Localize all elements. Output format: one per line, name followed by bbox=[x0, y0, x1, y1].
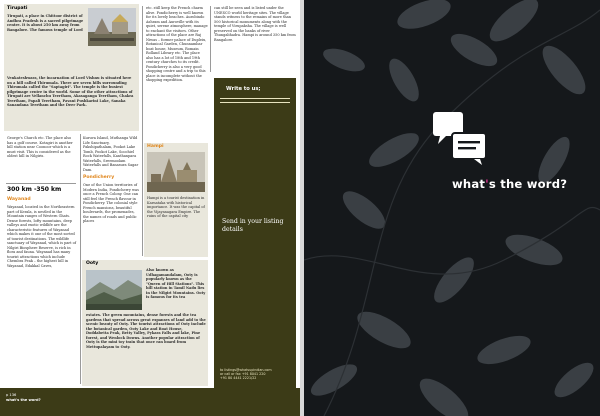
footer-bar bbox=[0, 388, 300, 416]
wayanad-heading: Wayanad bbox=[7, 197, 31, 202]
tirupati-temple-photo bbox=[88, 8, 136, 46]
ooty-lead bbox=[146, 268, 206, 303]
speech-bubbles-icon bbox=[432, 111, 488, 166]
ooty-hills-photo bbox=[86, 270, 142, 310]
column-four bbox=[214, 6, 296, 45]
contact-fax: or call or fax +91 8041 220 bbox=[220, 372, 266, 377]
column-one bbox=[7, 136, 77, 162]
pondicherry-heading: Pondicherry bbox=[83, 175, 115, 180]
pondicherry-continued-text: etc. still keep the French charm alive. Pondicherry is well known for its lovely beaches. Aurobindo Ashram and Auroville with its quiet, serene atmosphere, manage to enchant the visitors. Other attractions of the place are Raj Niwas – former palace of Dupleix, Botanical Garden, Chunnambar boat house, Museum, Romain Rolland Library etc. The place also has a lot of 18th and 19th century churches to its credit. Pondicherry is also a very good shopping centre and a trip to this place is incomplete without the shopping expedition. bbox=[146, 6, 208, 82]
ooty-continued bbox=[86, 313, 206, 352]
contact-email[interactable]: to listings@whatsupindian.com bbox=[220, 368, 272, 372]
tirupati-column bbox=[7, 6, 85, 35]
section-rule bbox=[6, 183, 76, 184]
ooty-heading: Ooty bbox=[86, 261, 99, 266]
hampi-text: Hampi is a tourist destination in Karnataka with historical importance. It was the capital of the Vijayanagara Empire. The ruins of the capital city bbox=[147, 196, 205, 218]
tirupati-lead-text: Tirupati, a place in Chittoor district of Andhra Pradesh is a sacred pilgrimage centre. It is about 250 km away from Bangalore. The famous temple of Lord bbox=[7, 14, 84, 32]
leaf-sprig-ornament bbox=[304, 0, 600, 416]
ooty-intro-text: George's Church etc. The place also has a golf course. Kotagiri is another hill station near Coonoor which is a must visit. This is considered as the oldest hill in Nilgiris. bbox=[7, 136, 73, 158]
column-rule bbox=[142, 6, 143, 256]
send-listing-text: Send in your listing details bbox=[222, 218, 284, 233]
write-to-us-sidebar bbox=[214, 78, 296, 393]
column-rule bbox=[210, 6, 211, 72]
page-number: p 136 bbox=[6, 393, 17, 397]
brand-word-rest: s the word? bbox=[488, 177, 568, 191]
column-rule bbox=[80, 134, 81, 384]
hampi-heading: Hampi bbox=[147, 144, 164, 149]
magazine-name: what's the word? bbox=[6, 397, 41, 402]
ooty-lead-text: Also known as Udhagamandalam, Ooty is popularly known as the "Queen of Hill Stations". This hill station in Tamil Nadu lies in the Nilgiri Mountains. Ooty is famous for its tea bbox=[146, 268, 206, 299]
brand-apostrophe: ' bbox=[485, 177, 489, 191]
sidebar-rule bbox=[220, 98, 290, 99]
contact-phone: +91 80 4441 2221/22 bbox=[220, 376, 257, 381]
right-page-cover bbox=[304, 0, 600, 416]
column-three bbox=[146, 6, 208, 86]
ooty-continued-text: estates. The green mountains, dense forests and the tea gardens that spread across great expanses of land add to the scenic beauty of Ooty. The tourist attractions of Ooty include the botanical garden, Ooty Lake and Boat House, Doddabetta Peak, Betty Valley, Pykara Falls and lake, Pine forest, and Wenlock Downs. Another popular attraction of Ooty is the mini toy train that once ran board from Mettupalayam to Ooty. bbox=[86, 313, 206, 349]
tirupati-continued bbox=[7, 76, 137, 111]
distance-heading: 300 km -350 km bbox=[7, 186, 62, 193]
hampi-ruins-photo bbox=[147, 152, 205, 192]
write-to-us-title: Write to us; bbox=[226, 86, 261, 92]
hampi-text-block bbox=[147, 196, 207, 222]
brand-word-what: what bbox=[452, 177, 486, 191]
kurumba-text: Kuruva Island, Muthanga Wild Life Sanctuary, Pakshipathalam, Pookot Lake Tomb, Pookot Lake, Soochiel Rock Waterfalls, Kanthanpara Waterfalls, Sreemoolam Waterfalls and Banasura Sagar Dam. bbox=[83, 136, 139, 172]
sidebar-rule bbox=[220, 102, 290, 103]
brand-wordmark bbox=[452, 177, 567, 191]
contact-details bbox=[220, 368, 292, 380]
tirupati-continued-text: Venkateshwara, the incarnation of Lord Vishnu is situated here on a hill called Thirumala. There are seven hills surrounding Thirumala called the "Saptagiri". The temple is the busiest pilgrimage centre in the world. Some of the other attractions of Tirupati are Vellanchu Teertham, Akasaganga Teertham, Chakra Teertham, Papali Teertham, Pavani Pushkarini Lake, Sanaka Sanandana Teertham and the Deer Park. bbox=[7, 76, 134, 107]
column-one-lower bbox=[7, 186, 77, 271]
pondicherry-text: One of the Union territories of Modern India, Pondicherry was once a French Colony. One can still feel the French flavour in Pondicherry. The colonial style French mansions, beautiful boulevards, the promenades, the names of roads and public places bbox=[83, 183, 139, 223]
tirupati-heading: Tirupati bbox=[7, 6, 28, 11]
hampi-continued-text: can still be seen and is listed under the UNESCO world heritage sites. The village stands witness to the remains of more than 500 historical monuments along with the temple of Virupaksha. The village is well preserved on the banks of river Thungabhadra. Hampi is around 350 km from Bangalore. bbox=[214, 6, 296, 42]
folio bbox=[6, 393, 41, 402]
column-two bbox=[83, 136, 140, 227]
wayanad-text: Wayanad, located in the Northeastern part of Kerala, is nestled in the Mountain ranges of Western Ghats. Dense forests, lofty mountains, deep valleys and exotic wildlife are the characteristic features of Wayanad which makes it one of the most sorted of tourist destinations. The wildlife sanctuary of Wayanad, which is part of Nilgiri Biosphere Reserve, is rich in flora and fauna. Wayanad has many tourist attractions which include Chembra Peak – the highest hill in Wayanad, Edakkal Caves, bbox=[7, 205, 77, 268]
